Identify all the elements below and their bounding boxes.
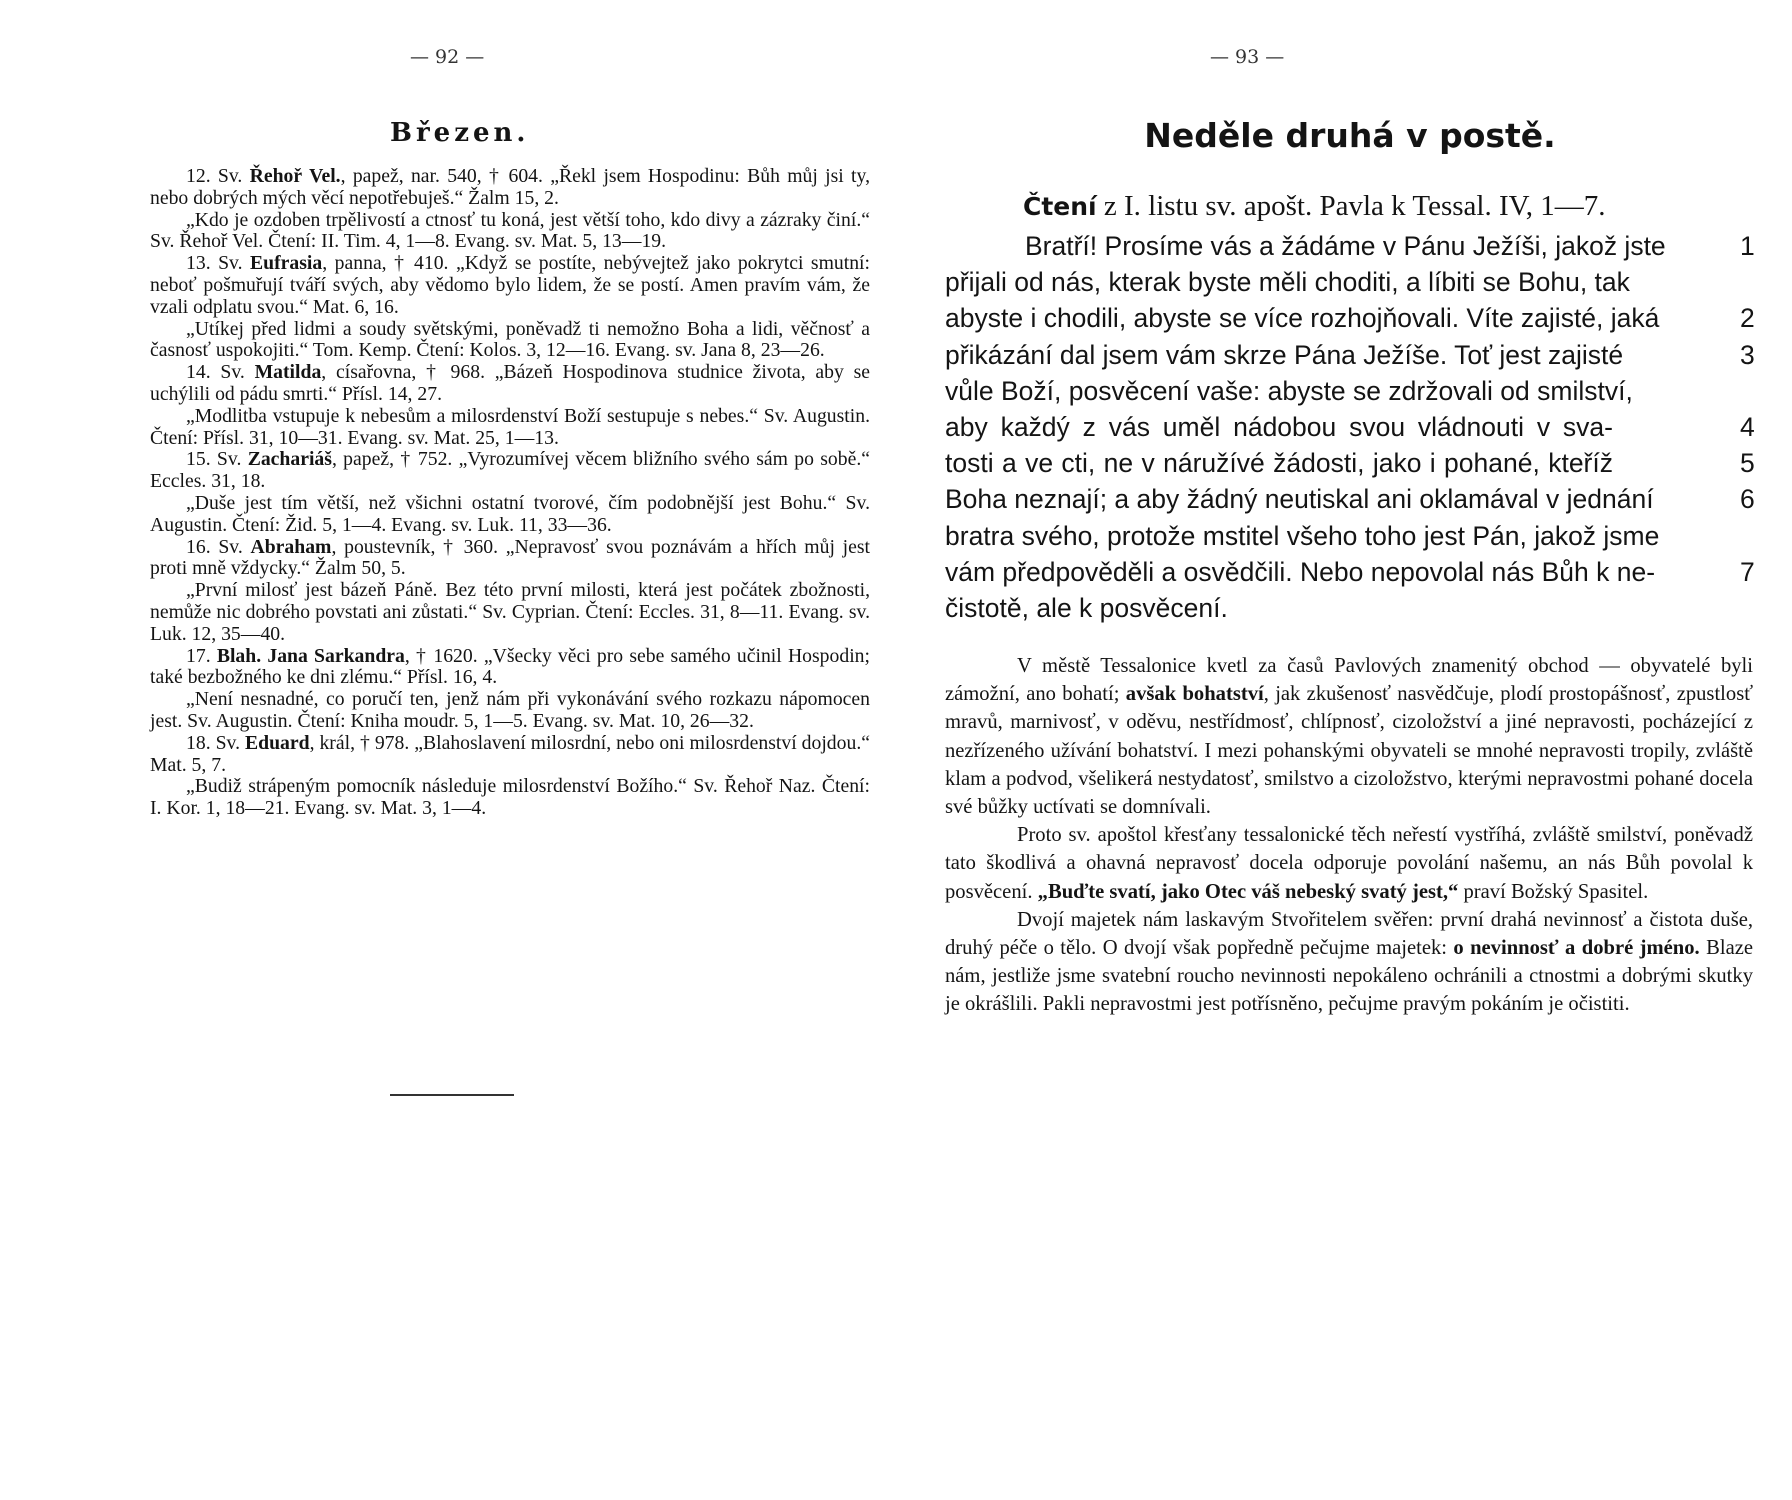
commentary-paragraph: Dvojí majetek nám laskavým Stvořitelem svěřen: první drahá nevinnosť a čistota duše, druhý péče o tělo. O dvojí však popředně pečujme majetek: o nevinnosť a dobré jméno. Blaze nám, jestliže jsme svatební roucho nevinnosti nepokáleno ochránili a ctnostmi a dobrými skutky je okrášlili. Pakli nepravostmi jest potřísněno, pečujme pravým pokáním je očistiti. — [945, 908, 1753, 1016]
calendar-entry: 17. Blah. Jana Sarkandra, † 1620. „Všecky věci pro sebe samého učinil Hospodin; také bezbožného ke dni zlému.“ Přísl. 16, 4. — [150, 644, 871, 689]
calendar-entry: 15. Sv. Zachariáš, papež, † 752. „Vyrozumívej věcem bližního svého sám po sobě.“ Eccles. 31, 18. — [150, 448, 871, 493]
epistle-line: přijali od nás, kterak byste měli choditi, a líbiti se Bohu, tak — [945, 267, 1630, 298]
saint-name: Zachariáš — [247, 448, 332, 471]
epistle-line: Boha neznají; a aby žádný neutiskal ani oklamával v jednání 6 — [945, 481, 1755, 517]
reading-reference: z I. listu sv. apošt. Pavla k Tessal. IV, 1—7. — [1096, 190, 1606, 222]
month-title: Březen. — [390, 118, 530, 148]
page-title: Neděle druhá v postě. — [1144, 116, 1556, 155]
reading-label: Čtení — [1023, 192, 1097, 221]
epistle-line: čistotě, ale k posvěcení. — [945, 593, 1228, 624]
calendar-quote: „Utíkej před lidmi a soudy světskými, poněvadž ti nemožno Boha a lidi, věčnosť a časnosť uspokojiti.“ Tom. Kemp. Čtení: Kolos. 3, 12—16. Evang. sv. Jana 8, 23—26. — [150, 317, 870, 362]
calendar-entry: 12. Sv. Řehoř Vel., papež, nar. 540, † 604. „Řekl jsem Hospodinu: Bůh můj jsi ty, nebo dobrých mých věcí nepotřebuješ.“ Žalm 15, 2. — [150, 165, 870, 209]
calendar-entry: 18. Sv. Eduard, král, † 978. „Blahoslavení milosrdní, nebo oni milosrdenství dojdou.“ Mat. 5, 7. — [150, 731, 871, 776]
calendar-quote: „Není nesnadné, co poručí ten, jenž nám při vykonávání svého rozkazu nápomocen jest. Sv. Augustin. Čtení: Kniha moudr. 5, 1—5. Evang. sv. Mat. 10, 26—32. — [150, 688, 870, 732]
verse-number: 2 — [1740, 303, 1755, 334]
saint-name: Eufrasia — [250, 252, 323, 275]
epistle-line: vám předpověděli a osvědčili. Nebo nepovolal nás Bůh k ne- 7 — [945, 554, 1755, 590]
calendar-entry: 13. Sv. Eufrasia, panna, † 410. „Když se postíte, nebývejtež jako pokrytci smutní: neboť pošmuřují tváří svých, aby vědomo bylo lidem, že se postí. Amen pravím vám, že vzali odplatu svou.“ Mat. 6, 16. — [150, 252, 870, 318]
saint-name: Řehoř Vel. — [249, 165, 341, 187]
saint-name: Matilda — [254, 361, 322, 384]
verse-number: 7 — [1740, 556, 1755, 587]
calendar-quote: „Budiž strápeným pomocník následuje milosrdenství Božího.“ Sv. Řehoř Naz. Čtení: I. Kor. 1, 18—21. Evang. sv. Mat. 3, 1—4. — [150, 775, 870, 820]
verse-number: 4 — [1740, 412, 1755, 443]
epistle-line: abyste i chodili, abyste se více rozhojňovali. Víte zajisté, jaká 2 — [945, 300, 1755, 336]
calendar-entry: 14. Sv. Matilda, císařovna, † 968. „Bázeň Hospodinova studnice života, aby se uchýlili od pádu smrti.“ Přísl. 14, 27. — [150, 361, 870, 405]
page-number-left: — 92 — — [410, 46, 485, 68]
calendar-quote: „Modlitba vstupuje k nebesům a milosrdenství Boží sestupuje s nebes.“ Sv. Augustin. Čtení: Přísl. 31, 10—31. Evang. sv. Mat. 25, 1—13. — [150, 404, 870, 449]
saint-name: Abraham — [250, 535, 332, 558]
epistle-line: Bratří! Prosíme vás a žádáme v Pánu Ježíši, jakož jste 1 — [945, 228, 1755, 264]
calendar-quote: „Duše jest tím větší, než všichni ostatní tvorové, čím podobnější jest Bohu.“ Sv. Augustin. Čtení: Žid. 5, 1—4. Evang. sv. Luk. 11, 33—36. — [150, 491, 870, 536]
end-divider — [390, 1094, 514, 1096]
verse-number: 3 — [1740, 339, 1755, 370]
reading-header — [1023, 190, 1606, 223]
epistle-line: aby každý z vás uměl nádobou svou vládnouti v sva- 4 — [945, 409, 1755, 445]
epistle-line: vůle Boží, posvěcení vaše: abyste se zdržovali od smilství, — [945, 375, 1633, 406]
saint-name: Blah. Jana Sarkandra — [216, 644, 405, 667]
calendar-entry: 16. Sv. Abraham, poustevník, † 360. „Nepravosť svou poznávám a hřích můj jest proti mně vždycky.“ Žalm 50, 5. — [150, 535, 870, 580]
commentary-text — [945, 652, 1753, 1019]
epistle-text — [945, 228, 1755, 626]
verse-number: 5 — [1740, 448, 1755, 479]
verse-number: 6 — [1740, 484, 1755, 515]
epistle-line: tosti a ve cti, ne v náružívé žádosti, jako i pohané, kteříž 5 — [945, 445, 1755, 481]
epistle-line: bratra svého, protože mstitel všeho toho jest Pán, jakož jsme — [945, 520, 1660, 551]
commentary-paragraph: Proto sv. apoštol křesťany tessalonické těch neřestí vystříhá, zvláště smilství, poněvadž tato škodlivá a ohavná nepravosť docela odporuje povolání našemu, an nás Bůh povolal k posvěcení. „Buďte svatí, jako Otec váš nebeský svatý jest,“ praví Božský Spasitel. — [945, 824, 1753, 903]
calendar-quote: „První milosť jest bázeň Páně. Bez této první milosti, která jest počátek zbožnosti, nemůže nic dobrého povstati ani zůstati.“ Sv. Cyprian. Čtení: Eccles. 31, 8—11. Evang. sv. Luk. 12, 35—40. — [150, 579, 870, 645]
calendar-entries — [150, 166, 870, 820]
page-number-right: — 93 — — [1210, 46, 1285, 68]
commentary-paragraph: V městě Tessalonice kvetl za časů Pavlových znamenitý obchod — obyvatelé byli zámožní, ano bohatí; avšak bohatství, jak zkušenosť nasvědčuje, plodí prostopášnosť, zpustlosť mravů, marnivosť, v oděvu, nestřídmosť, chlípnosť, cizoložství a jiné nepravosti, pocházející z nezřízeného užívání bohatství. I mezi pohanskými obyvateli se mnohé nepravosti tropily, zvláště klam a podvod, všelikerá nestydatosť, smilstvo a cizoložstvo, kterými nepravostmi pohané docela své bůžky uctívati se domnívali. — [945, 655, 1754, 819]
epistle-line: přikázání dal jsem vám skrze Pána Ježíše. Toť jest zajisté 3 — [945, 337, 1755, 373]
verse-number: 1 — [1740, 231, 1755, 261]
calendar-quote: „Kdo je ozdoben trpělivostí a ctnosť tu koná, jest větší toho, kdo divy a zázraky činí.“ Sv. Řehoř Vel. Čtení: II. Tim. 4, 1—8. Evang. sv. Mat. 5, 13—19. — [150, 208, 870, 253]
saint-name: Eduard — [245, 731, 310, 754]
